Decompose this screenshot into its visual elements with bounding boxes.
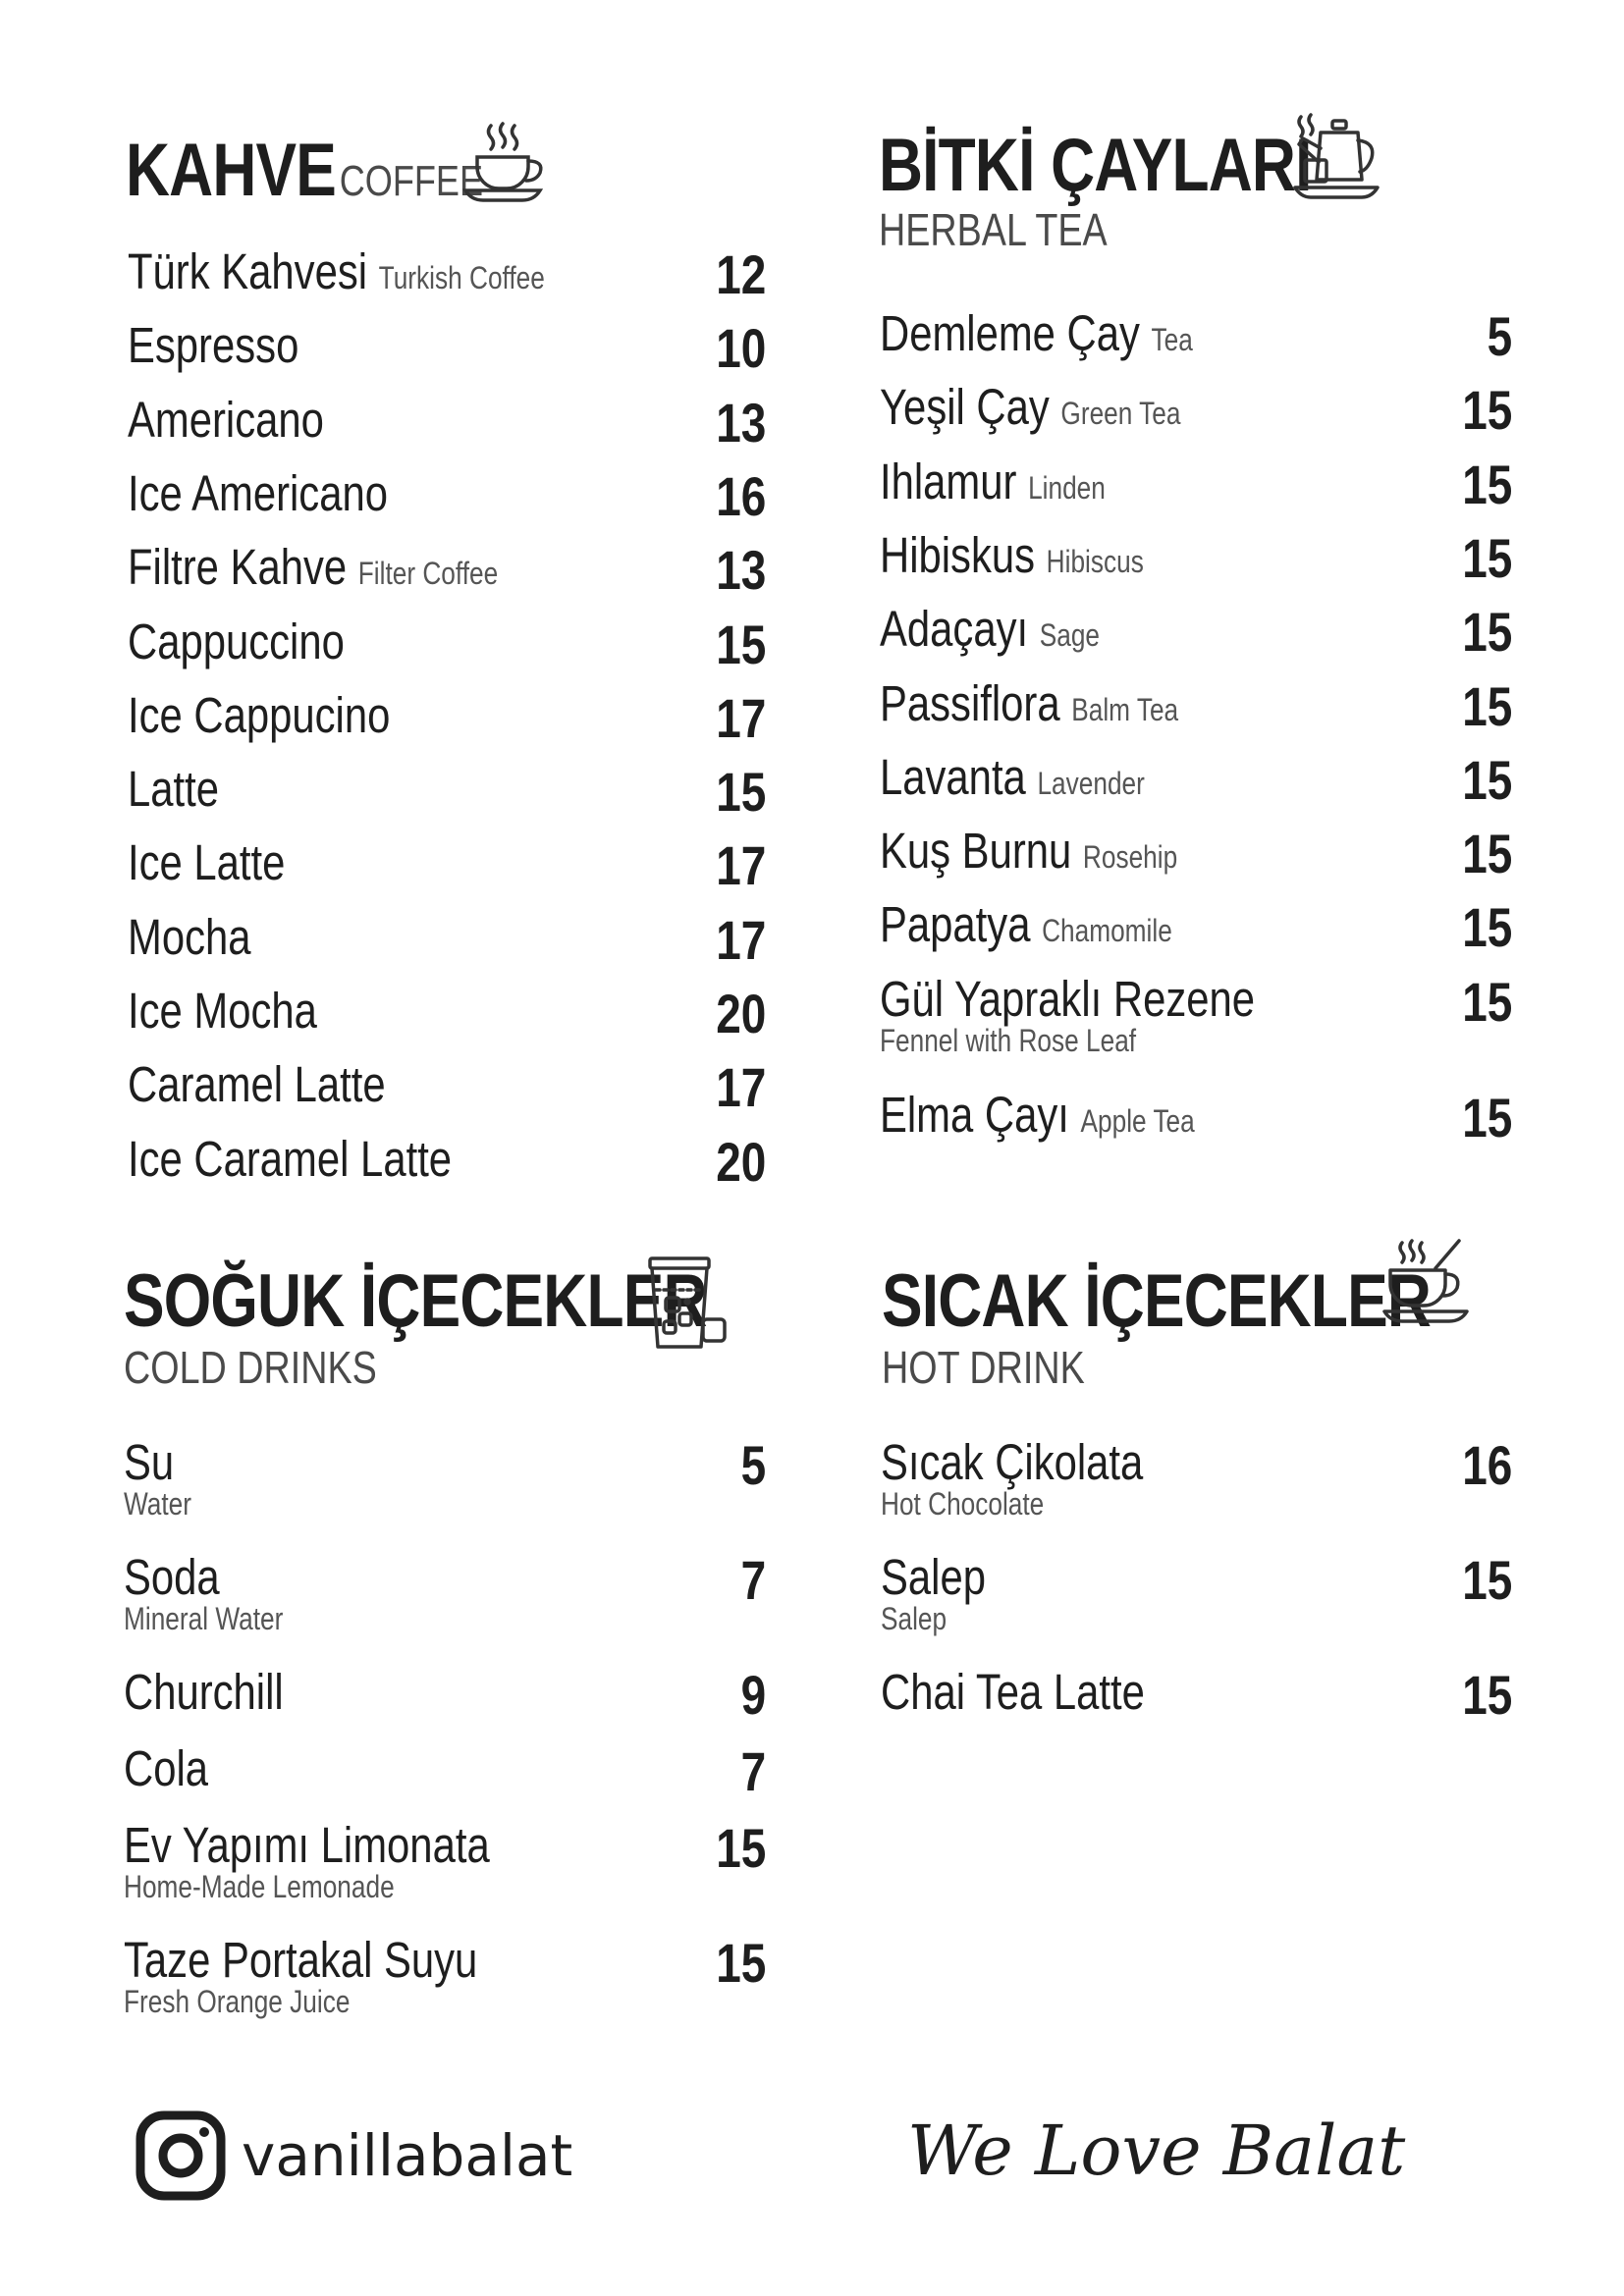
- item-name: Caramel Latte: [128, 1056, 386, 1113]
- item-name: Elma Çayı Apple Tea: [880, 1086, 1195, 1143]
- item-name: Sıcak Çikolata: [881, 1434, 1144, 1490]
- hot-cup-icon: [1380, 1235, 1475, 1329]
- instagram-handle: vanillabalat: [242, 2122, 573, 2189]
- item-name: Hibiskus Hibiscus: [880, 526, 1144, 583]
- item-price: 15: [1461, 970, 1512, 1033]
- item-name: Mocha: [128, 908, 251, 965]
- item-price: 15: [715, 613, 766, 675]
- item-name: Lavanta Lavender: [880, 748, 1145, 805]
- item-price: 15: [715, 761, 766, 824]
- item-price: 15: [1461, 601, 1512, 664]
- item-price: 15: [1461, 526, 1512, 589]
- item-price: 15: [715, 1932, 766, 1994]
- item-name: Ice Latte: [128, 834, 286, 891]
- item-name: Türk Kahvesi Turkish Coffee: [128, 243, 545, 299]
- section-title: SOĞUK İÇECEKLER: [124, 1259, 707, 1343]
- item-name: Taze Portakal Suyu: [124, 1932, 478, 1988]
- section-title: SICAK İÇECEKLER: [882, 1259, 1432, 1343]
- item-name-en: Sage: [1039, 617, 1101, 654]
- item-name: Cappuccino: [128, 613, 345, 669]
- item-price: 16: [1461, 1434, 1512, 1496]
- item-price: 15: [1461, 896, 1512, 959]
- item-name: Ice Americano: [128, 464, 389, 521]
- coffee-cup-icon: [460, 118, 548, 206]
- hot-section: [882, 1258, 1530, 1396]
- item-name: Filtre Kahve Filter Coffee: [128, 539, 499, 596]
- item-price: 20: [715, 1130, 766, 1193]
- item-name: Churchill: [124, 1664, 284, 1720]
- instagram-link[interactable]: [135, 2110, 572, 2201]
- item-price: 15: [715, 1817, 766, 1879]
- item-price: 20: [715, 983, 766, 1044]
- section-title-en: HERBAL TEA: [879, 204, 1108, 255]
- item-price: 10: [715, 317, 766, 380]
- item-price: 15: [1461, 1549, 1512, 1611]
- item-price: 7: [740, 1740, 766, 1802]
- item-name-en: Linden: [1028, 469, 1106, 506]
- item-subtitle: Home-Made Lemonade: [124, 1869, 395, 1904]
- item-name-en: Balm Tea: [1071, 691, 1179, 727]
- item-subtitle: Fresh Orange Juice: [124, 1984, 351, 2019]
- item-name-en: Filter Coffee: [357, 556, 499, 592]
- item-price: 7: [740, 1549, 766, 1611]
- item-name: Ice Caramel Latte: [128, 1130, 453, 1187]
- item-price: 15: [1461, 453, 1512, 515]
- item-subtitle: Hot Chocolate: [881, 1486, 1045, 1522]
- item-price: 15: [1461, 1086, 1512, 1148]
- item-subtitle: Water: [124, 1486, 192, 1522]
- item-name: Ice Mocha: [128, 983, 317, 1039]
- item-name: Chai Tea Latte: [881, 1664, 1145, 1720]
- item-price: 15: [1461, 1664, 1512, 1726]
- item-price: 9: [740, 1664, 766, 1726]
- item-price: 15: [1461, 674, 1512, 737]
- item-subtitle: Salep: [881, 1601, 947, 1636]
- item-price: 13: [715, 391, 766, 454]
- herbal-section: [879, 123, 1527, 255]
- item-price: 17: [715, 686, 766, 749]
- item-subtitle: Mineral Water: [124, 1601, 284, 1636]
- item-name-en: Chamomile: [1042, 913, 1172, 949]
- item-price: 16: [715, 464, 766, 527]
- item-name: Salep: [881, 1549, 986, 1605]
- item-subtitle: Fennel with Rose Leaf: [880, 1022, 1137, 1058]
- item-name-en: Green Tea: [1060, 396, 1181, 432]
- cold-section: [124, 1258, 772, 1396]
- section-title-en: COFFEE: [339, 157, 484, 205]
- item-name: Gül Yapraklı Rezene: [880, 970, 1256, 1027]
- item-name: Espresso: [128, 317, 299, 374]
- item-name: Yeşil Çay Green Tea: [880, 379, 1181, 436]
- item-price: 13: [715, 539, 766, 602]
- item-name: Su: [124, 1434, 175, 1490]
- item-name: Kuş Burnu Rosehip: [880, 823, 1178, 880]
- item-name-en: Turkish Coffee: [378, 260, 545, 295]
- instagram-icon: [135, 2110, 226, 2201]
- section-title: BİTKİ ÇAYLARI: [879, 124, 1312, 207]
- iced-drink-icon: [642, 1255, 731, 1353]
- item-price: 12: [715, 243, 766, 305]
- item-name-en: Apple Tea: [1080, 1102, 1195, 1139]
- item-name: Soda: [124, 1549, 220, 1605]
- section-title-en: COLD DRINKS: [124, 1342, 377, 1393]
- item-name: Adaçayı Sage: [880, 601, 1101, 658]
- item-price: 15: [1461, 748, 1512, 811]
- teapot-icon: [1291, 111, 1384, 204]
- item-name: Papatya Chamomile: [880, 896, 1172, 953]
- item-name: Ice Cappucino: [128, 686, 391, 743]
- item-name: Latte: [128, 761, 220, 818]
- slogan: We Love Balat: [907, 2110, 1406, 2191]
- item-price: 5: [1487, 305, 1512, 367]
- item-price: 17: [715, 908, 766, 971]
- section-title: KAHVE: [126, 129, 337, 212]
- item-name: Ev Yapımı Limonata: [124, 1817, 490, 1873]
- item-price: 15: [1461, 379, 1512, 442]
- item-name: Demleme Çay Tea: [880, 305, 1193, 361]
- item-name-en: Tea: [1151, 322, 1193, 357]
- item-name: Cola: [124, 1740, 209, 1796]
- item-name: Passiflora Balm Tea: [880, 674, 1179, 731]
- item-name-en: Hibiscus: [1046, 543, 1144, 579]
- item-name: Americano: [128, 391, 324, 448]
- item-price: 5: [740, 1434, 766, 1496]
- item-name-en: Rosehip: [1082, 839, 1178, 876]
- section-title-en: HOT DRINK: [882, 1342, 1085, 1393]
- item-price: 17: [715, 834, 766, 897]
- item-name-en: Lavender: [1037, 765, 1145, 801]
- item-name: Ihlamur Linden: [880, 453, 1106, 509]
- item-price: 17: [715, 1056, 766, 1119]
- item-price: 15: [1461, 823, 1512, 885]
